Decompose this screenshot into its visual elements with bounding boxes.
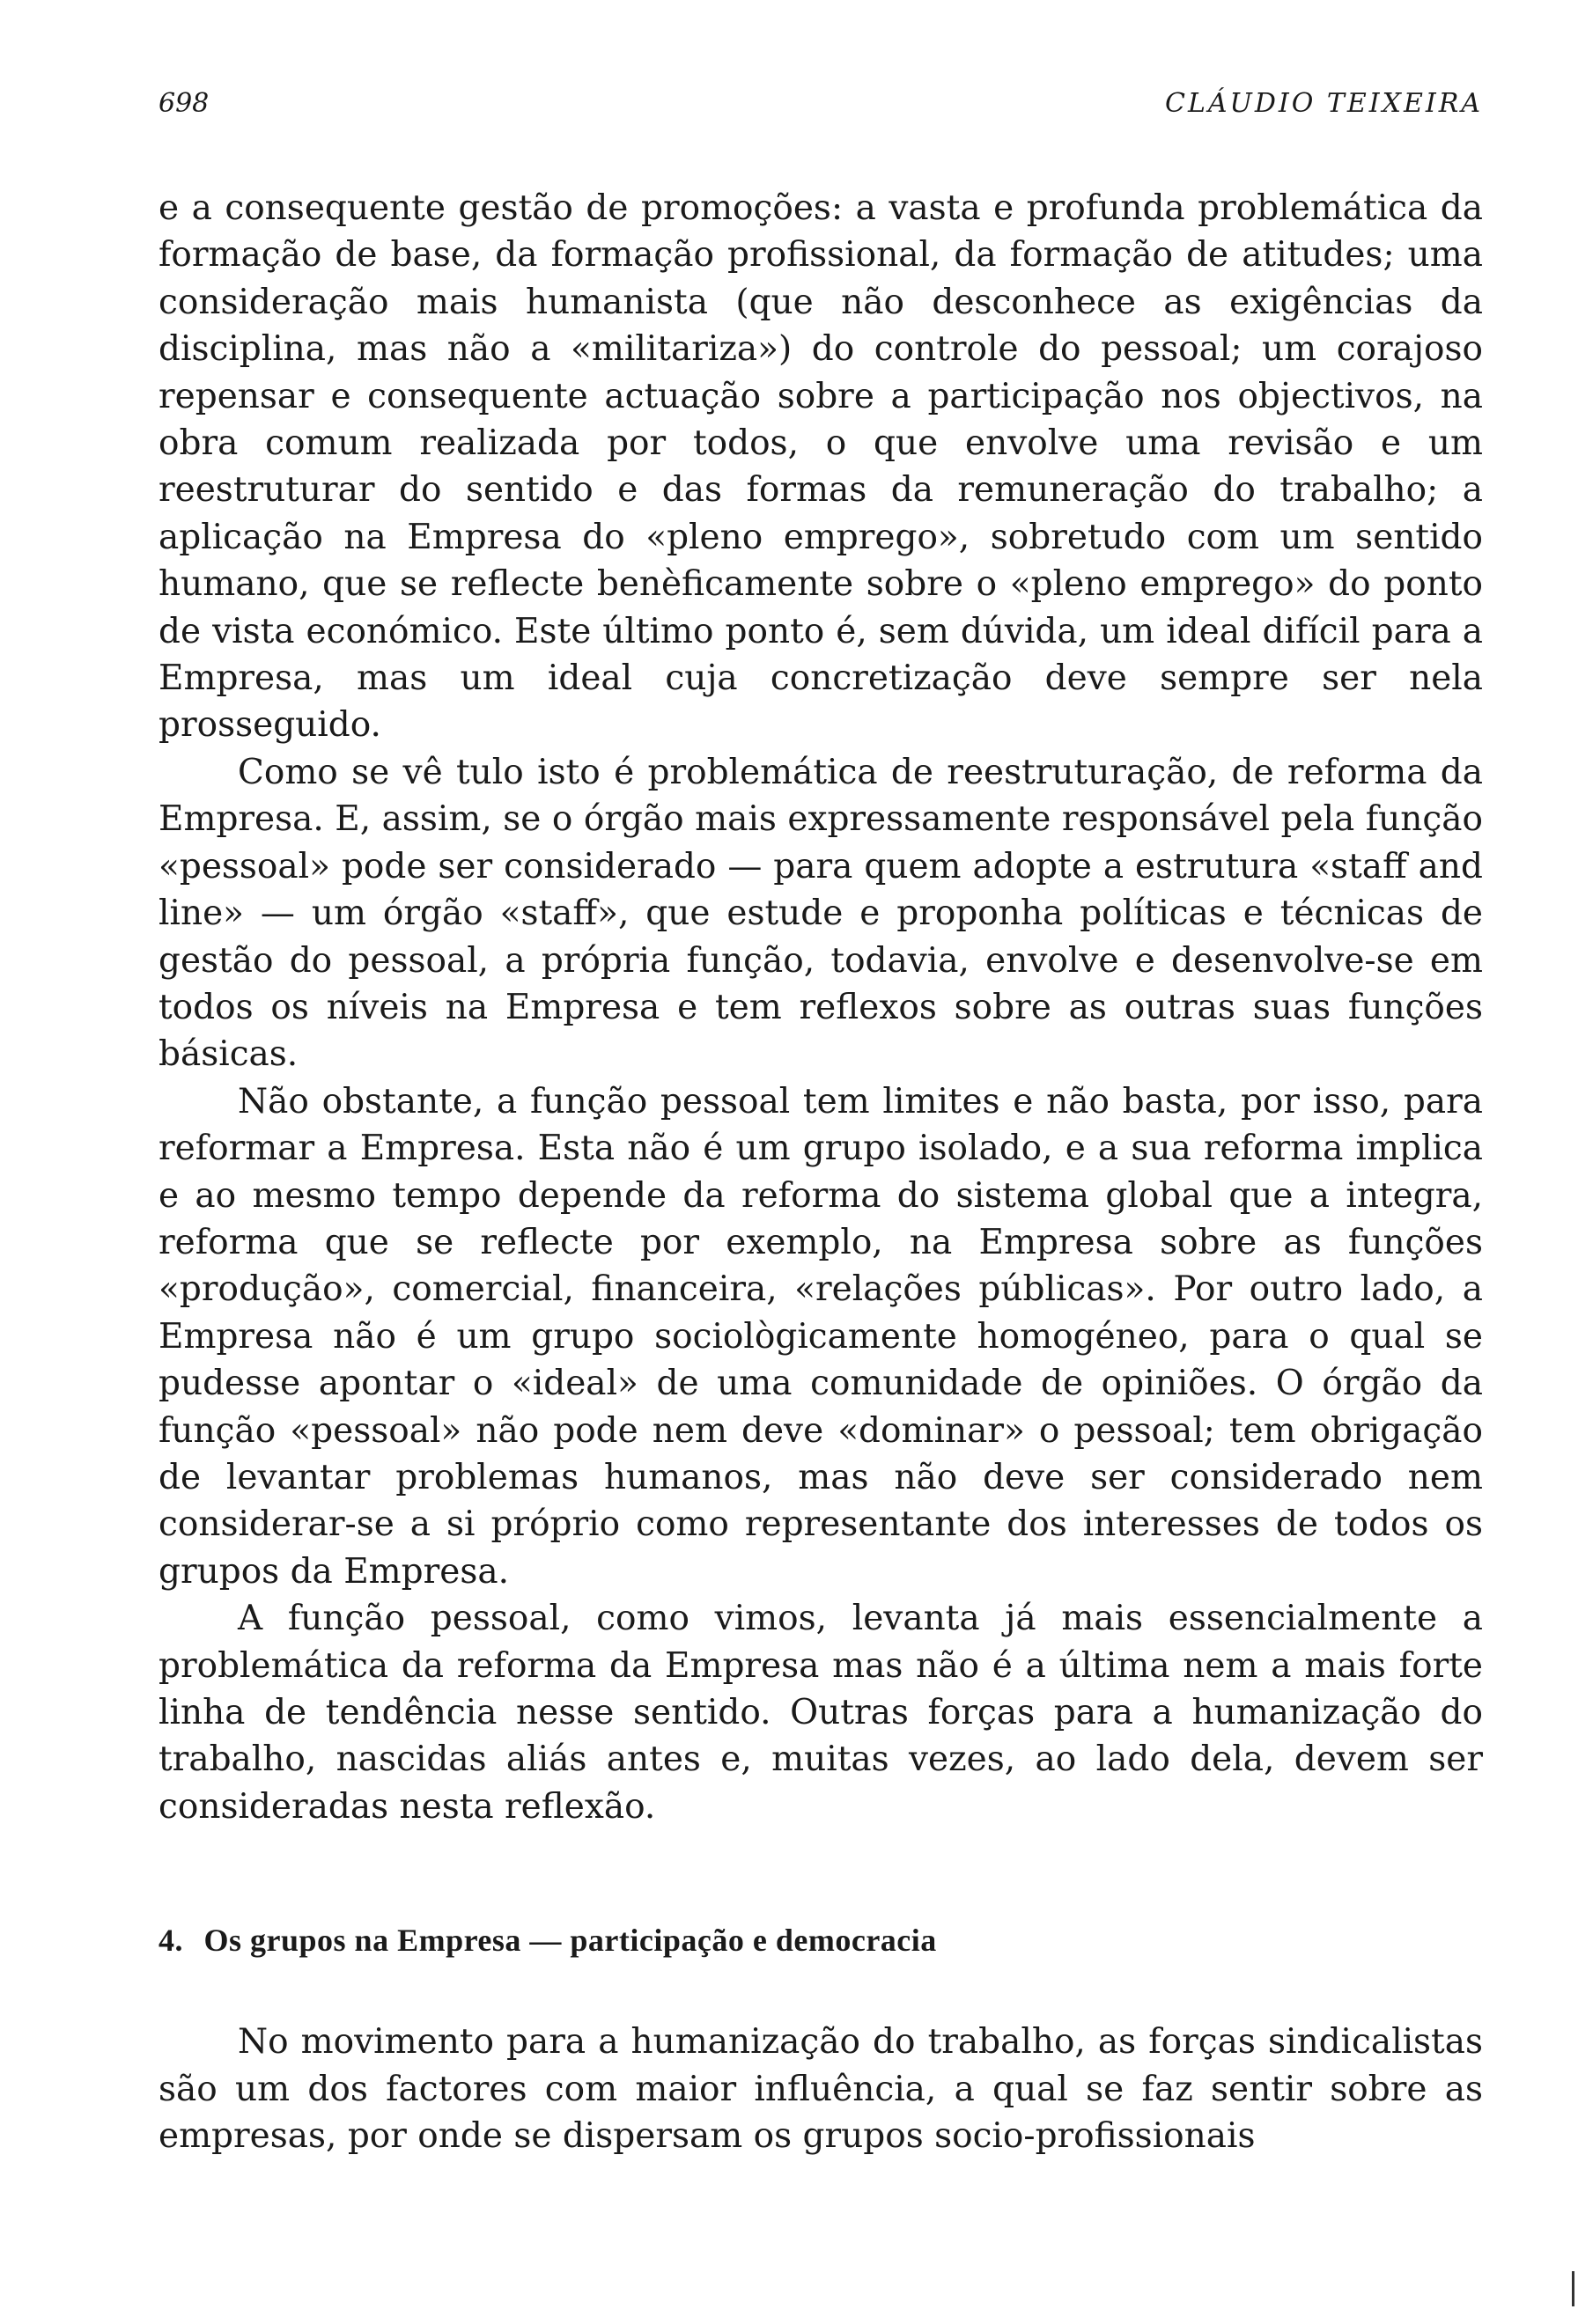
section-title: Os grupos na Empresa — participação e democracia [203, 1923, 937, 1959]
paragraph-2: Como se vê tulo isto é problemática de reestruturação, de reforma da Empresa. E, assim, se o órgão mais expressamente responsável pela função «pessoal» pode ser considerado — para quem adopte a estrutura «staff and line» — um órgão «staff», que estude e proponha políticas e técnicas de gestão do pessoal, a própria função, todavia, envolve e desenvolve-se em todos os níveis na Empresa e tem reflexos sobre as outras suas funções básicas. [159, 752, 1483, 1075]
book-page [159, 88, 1483, 2159]
running-head [159, 88, 1483, 141]
section-heading [159, 1922, 1483, 1959]
running-head-author: CLÁUDIO TEIXEIRA [1165, 88, 1483, 119]
section-paragraph: No movimento para a humanização do trabalho, as forças sindicalistas são um dos factores com maior influência, a qual se faz sentir sobre as empresas, por onde se dispersam os grupos socio-profissionais [159, 2022, 1483, 2157]
section-body [159, 2019, 1483, 2159]
page-edge-mark [1572, 2271, 1574, 2306]
page-number: 698 [159, 88, 210, 119]
paragraph-3: Não obstante, a função pessoal tem limites e não basta, por isso, para reformar a Empresa. Esta não é um grupo isolado, e a sua reforma implica e ao mesmo tempo depende da reforma do sistema global que a integra, reforma que se reflecte por exemplo, na Empresa sobre as funções «produção», comercial, financeira, «relações públicas». Por outro lado, a Empresa não é um grupo sociològicamente homogéneo, para o qual se pudesse apontar o «ideal» de uma comunidade de opiniões. O órgão da função «pessoal» não pode nem deve «dominar» o pessoal; tem obrigação de levantar problemas humanos, mas não deve ser considerado nem considerar-se a si próprio como representante dos interesses de todos os grupos da Empresa. [159, 1081, 1483, 1592]
paragraph-1: e a consequente gestão de promoções: a vasta e profunda problemática da formação de base, da formação profissional, da formação de atitudes; uma consideração mais humanista (que não desconhece as exigências da disciplina, mas não a «militariza») do controle do pessoal; um corajoso repensar e consequente actuação sobre a participação nos objectivos, na obra comum realizada por todos, o que envolve uma revisão e um reestruturar do sentido e das formas da remuneração do trabalho; a aplicação na Empresa do «pleno emprego», sobretudo com um sentido humano, que se reflecte benèficamente sobre o «pleno emprego» do ponto de vista económico. Este último ponto é, sem dúvida, um ideal difícil para a Empresa, mas um ideal cuja concretização deve sempre ser nela prosseguido. [159, 188, 1483, 746]
section-number: 4. [159, 1923, 183, 1959]
paragraph-4: A função pessoal, como vimos, levanta já mais essencialmente a problemática da reforma da Empresa mas não é a última nem a mais forte linha de tendência nesse sentido. Outras forças para a humanização do trabalho, nascidas aliás antes e, muitas vezes, ao lado dela, devem ser consideradas nesta reflexão. [159, 1599, 1483, 1827]
body-text [159, 185, 1483, 1830]
